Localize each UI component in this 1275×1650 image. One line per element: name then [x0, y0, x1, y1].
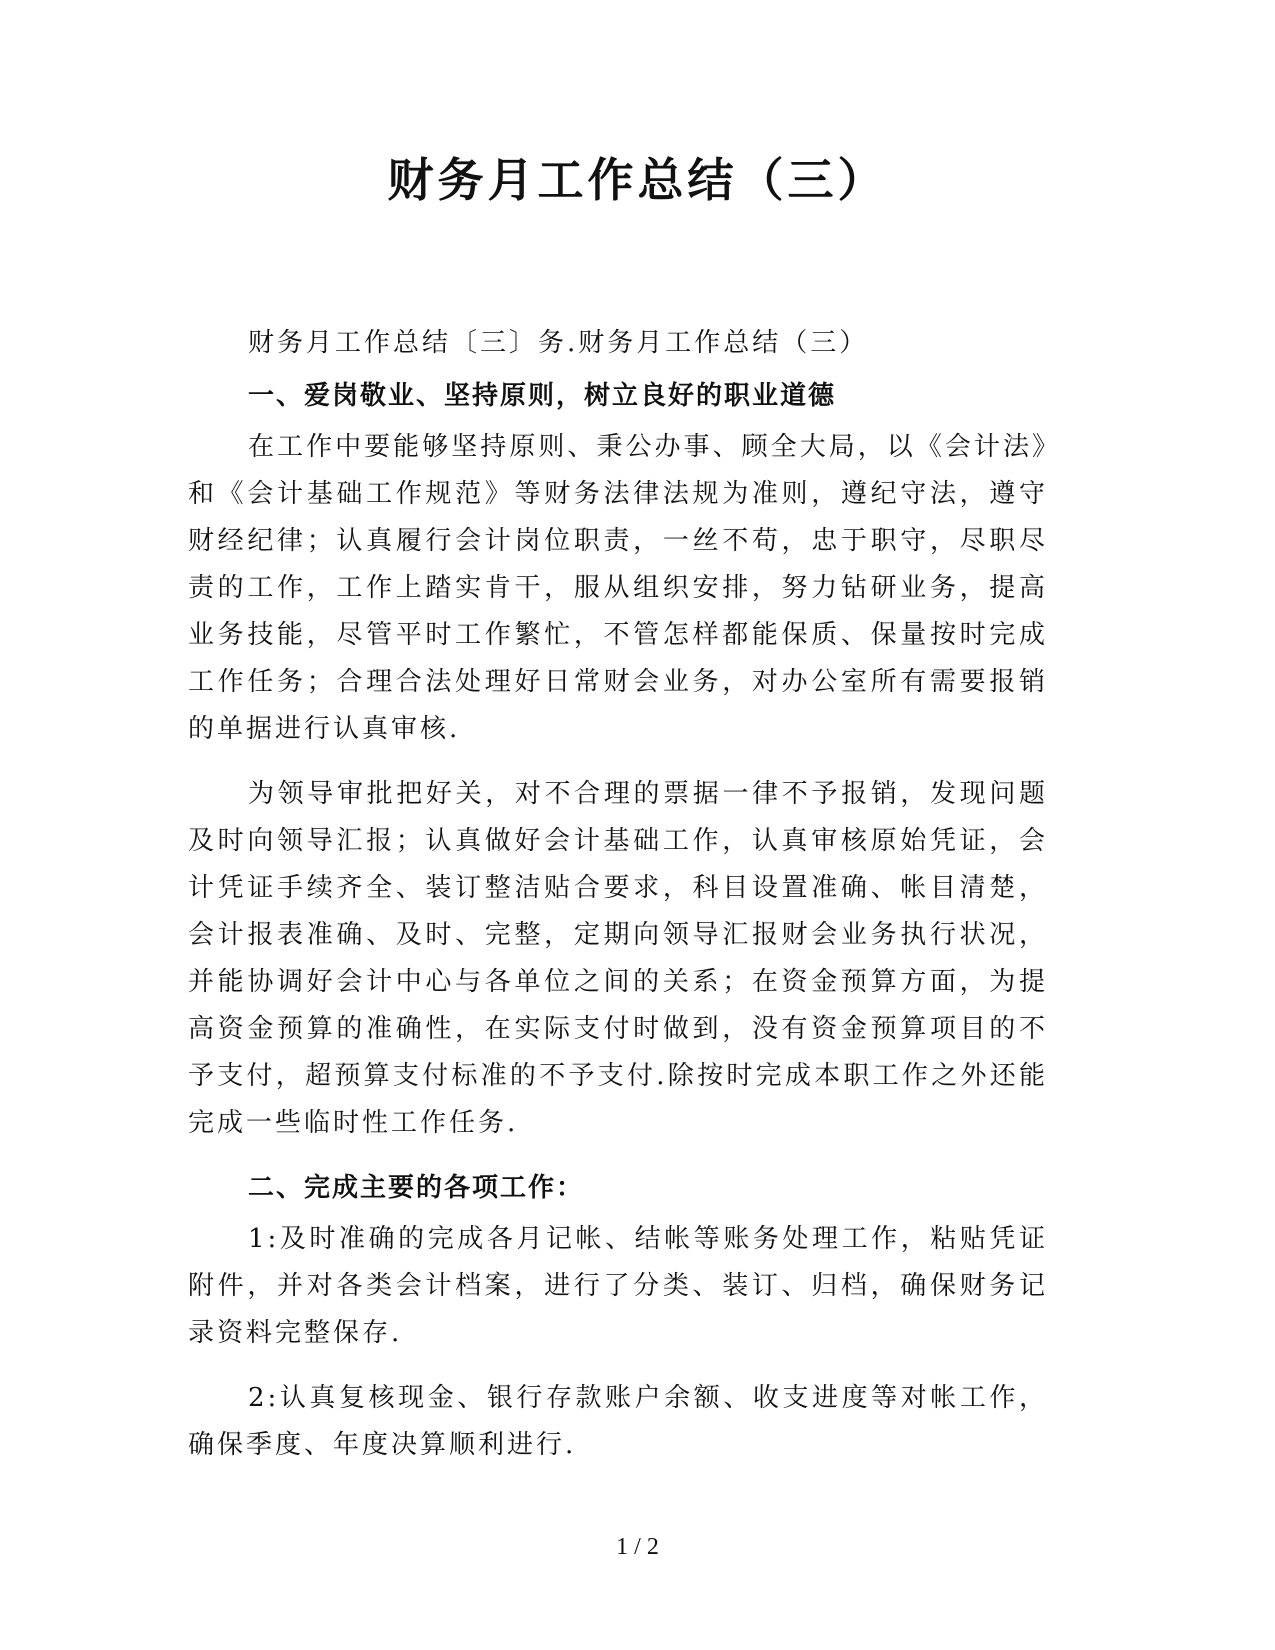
section-1-paragraph-1: 在工作中要能够坚持原则、秉公办事、顾全大局，以《会计法》和《会计基础工作规范》等财务法律法规为准则，遵纪守法，遵守财经纪律；认真履行会计岗位职责，一丝不苟，忠于职守，尽职尽责的工作，工作上踏实肯干，服从组织安排，努力钻研业务，提高业务技能，尽管平时工作繁忙，不管怎样都能保质、保量按时完成工作任务；合理合法处理好日常财会业务，对办公室所有需要报销的单据进行认真审核. — [188, 432, 1048, 744]
section-1-heading: 一、爱岗敬业、坚持原则，树立良好的职业道德 — [248, 381, 837, 411]
document-title: 财务月工作总结（三） — [387, 153, 888, 207]
page-number: 1 / 2 — [616, 1534, 659, 1560]
list-item-1: 1:及时准确的完成各月记帐、结帐等账务处理工作，粘贴凭证附件，并对各类会计档案，进行了分类、装订、归档，确保财务记录资料完整保存. — [188, 1224, 1048, 1348]
section-1-paragraph-2: 为领导审批把好关，对不合理的票据一律不予报销，发现问题及时向领导汇报；认真做好会计基础工作，认真审核原始凭证，会计凭证手续齐全、装订整洁贴合要求，科目设置准确、帐目清楚，会计报表准确、及时、完整，定期向领导汇报财会业务执行状况，并能协调好会计中心与各单位之间的关系；在资金预算方面，为提高资金预算的准确性，在实际支付时做到，没有资金预算项目的不予支付，超预算支付标准的不予支付.除按时完成本职工作之外还能完成一些临时性工作任务. — [188, 779, 1048, 1138]
list-item-2: 2:认真复核现金、银行存款账户余额、收支进度等对帐工作，确保季度、年度决算顺利进行. — [188, 1383, 1048, 1460]
section-2-heading: 二、完成主要的各项工作： — [248, 1173, 585, 1203]
intro-paragraph: 财务月工作总结〔三〕务.财务月工作总结（三） — [248, 328, 869, 358]
document-body — [188, 320, 1048, 1487]
